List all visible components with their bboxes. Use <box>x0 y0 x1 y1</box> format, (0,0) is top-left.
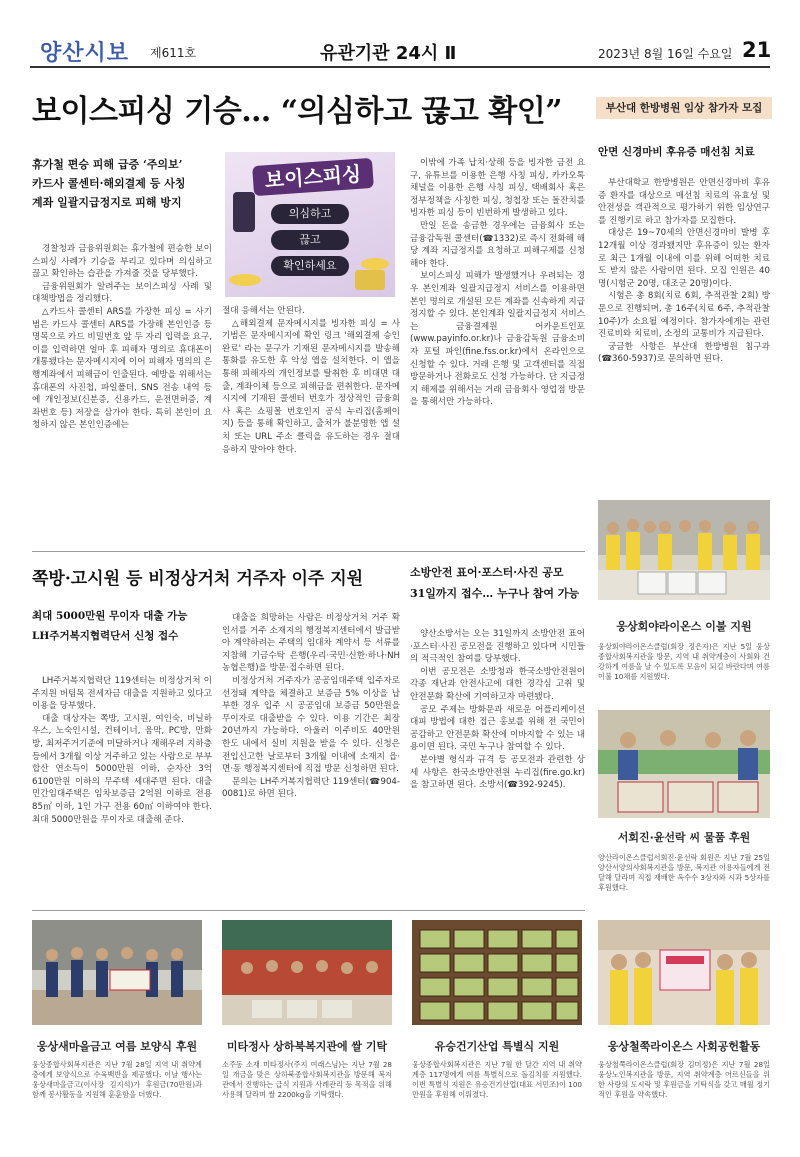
lead-col3-p1: 이밖에 가족 납치·상해 등을 빙자한 금전 요구, 유튜브를 이용한 은행 사칭 피싱, 카카오톡 채널을 이용한 은행 사칭 피싱, 택배회사 혹은 정부정책을 사칭한 피싱, 청첩장 또는 돌잔치를 빙자한 피싱 등이 빈번하게 발생하고 있다. <box>410 158 585 219</box>
temple-text: 소주동 소재 미타정사(주지 여래스님)는 지난 7월 28일 개금을 맞은 상하북종합사회복지관을 방문해 복지관에서 진행하는 급식 지원과 사례관리 등 목적을 위해 사용해 달라며 쌀 2200kg을 기탁했다. <box>222 1060 392 1099</box>
housing-subheads <box>32 606 212 646</box>
masthead-rule <box>30 66 770 68</box>
lead-col2-p2: △해외결제 문자메시지를 빙자한 피싱 = 사기범은 문자메시지에 확인 링크 '해외결제 승인 완료' 라는 문구가 기재된 문자메시지를 발송해 통화를 유도한 후 악성 앱을 설치한다. 이 앱을 통해 피해자의 개인정보를 탈취한 후 비대면 대출, 계좌이체 등으로 피해금을 편취한다. 문자메시지에 기재된 콜센터 번호가 정상적인 금융회사 혹은 쇼핑몰 번호인지 공식 누리집(홈페이지) 등을 통해 확인하고, 출처가 불분명한 앱 설치 또는 URL 주소 클릭을 유도하는 경우 절대 응하지 말아야 한다. <box>222 318 400 455</box>
lead-col3-p3: 보이스피싱 피해가 발생했거나 우려되는 경우 본인계좌 일괄지급정지 서비스를 이용하면 본인 명의로 개설된 모든 계좌를 신속하게 지급정지할 수 있다. 본인계좌 일괄지급정지 서비스는 금융결제원 어카운트인포(www.payinfo.or.kr)나 금융감독원 금융소비자 포털 파인(fine.fss.or.kr)에서 온라인으로 신청할 수 있다. 거래 은행 및 고객센터를 직접 방문하거나 전화로도 신청 가능하다. 단 지급정지 해제를 위해서는 거래 금융회사 영업점 방문을 통해서만 가능하다. <box>410 271 585 408</box>
lead-col3 <box>410 157 585 409</box>
fire-headline <box>410 562 585 604</box>
voice-phishing-graphic <box>225 152 395 297</box>
fire-headline-line-1: 소방안전 표어·포스터·사진 공모 <box>410 566 564 579</box>
housing-col2 <box>222 612 400 801</box>
cheoljjuk-text: 웅상철쭉라이온스클럽(회장 김미정)은 지난 7월 28일 웅상노인복지관을 방문, 지역 취약계층 어르신들을 위한 사랑의 도시락 및 후원금을 기탁식을 갖고 매월 정기적인 후원을 약속했다. <box>598 1060 770 1099</box>
housing-subhead-2: LH주거복지협력단서 신청 접수 <box>32 630 179 642</box>
housing-col2-p3: 문의는 LH주거복지협력단 119센터(☎904-0081)로 하면 된다. <box>222 776 400 800</box>
clinical-trial-banner: 부산대 한방병원 임상 참가자 모집 <box>596 97 772 119</box>
clinical-trial-p4: 궁금한 사항은 부산대 한방병원 침구과(☎360-5937)로 문의하면 된다. <box>598 341 770 365</box>
fire-p4: 분야별 형식과 규격 등 공모전과 관련한 상세 사항은 한국소방안전원 누리집(fire.go.kr)을 참고하면 된다. 소방서(☎392-9245). <box>410 754 585 791</box>
housing-col1-p1: LH주거복지협력단 119센터는 비정상거처 이주지원 버팀목 전세자금 대출을 지원하고 있다고 이용을 당부했다. <box>32 676 212 712</box>
lead-col1 <box>32 243 212 432</box>
newspaper-logo: 양산시보 <box>40 40 130 66</box>
divider-lead-bottom <box>32 551 585 552</box>
lead-subhead-2: 카드사 콜센터·해외결제 등 사칭 <box>32 177 186 190</box>
saemaeul-text: 웅상종합사회복지관은 지난 7월 28일 지역 내 취약계층에게 보양식으로 수육백반을 제공했다. 이날 행사는 웅상새마을금고(이사장 김지석)가 후원금(70만원)과 함께 봉사활동을 지원해 훈훈함을 더했다. <box>32 1060 202 1099</box>
photo-lions-blanket <box>598 500 770 600</box>
clinical-trial-body <box>598 177 770 366</box>
fire-p2: 이번 공모전은 소방청과 한국소방안전원이 각종 재난과 안전사고에 대한 경각심 고취 및 안전문화 확산에 기여하고자 마련됐다. <box>410 666 585 702</box>
issue-date: 2023년 8월 16일 수요일 <box>598 47 733 61</box>
lions-blanket-title: 웅상회야라이온스 이불 지원 <box>616 620 752 633</box>
issue-number: 제611호 <box>150 46 197 60</box>
lead-col3-p2: 만일 돈을 송금한 경우에는 금융회사 또는 금융감독원 콜센터(☎1332)로 즉시 전화해 해당 계좌 지급정지를 요청하고 피해구제를 신청해야 한다. <box>410 220 585 269</box>
lead-col1-p1: 경찰청과 금융위원회는 휴가철에 편승한 보이스피싱 사례가 기승을 부리고 있다며 의심하고 끊고 확인하는 습관을 가져줄 것을 당부했다. <box>32 244 212 280</box>
lead-col1-p3: △카드사 콜센터 ARS를 가장한 피싱 = 사기범은 카드사 콜센터 ARS를 가장해 본인인증 등 명목으로 카드 비밀번호 앞 두 자리 입력을 요구, 이를 입력하면 얼마 후 피해자 명의로 휴대폰이 개통됐다는 문자메시지에 이어 피해자 명의의 은행계좌에서 피해금이 인출된다. 예방을 위해서는 휴대폰의 사진첩, 파일폴더, SNS 전송 내역 등에 개인정보(신분증, 신용카드, 운전면허증, 계좌번호 등) 저장을 삼가야 한다. 특히 본인이 요청하지 않은 본인인증에는 <box>32 306 212 431</box>
clinical-trial-p3: 시험은 총 8회(치료 6회, 추적관찰 2회) 방문으로 진행되며, 총 16주(치료 6주, 추적관찰 10주)가 소요될 예정이다. 참가자에게는 관련 진료비와 치료비, 소정의 교통비가 지급된다. <box>598 291 770 340</box>
lead-subheads <box>32 155 212 212</box>
photo-temple-rice <box>222 920 392 1025</box>
fire-headline-line-2: 31일까지 접수… 누구나 참여 가능 <box>410 587 580 600</box>
fire-body <box>410 628 585 792</box>
housing-subhead-1: 최대 5000만원 무이자 대출 가능 <box>32 610 188 622</box>
housing-col2-p1: 대출을 희망하는 사람은 비정상거처 거주 확인서를 거주 소재지의 행정복지센터에서 발급받아 계약하려는 주택의 임대차 계약서 등 서류를 지참해 기금수탁 은행(우리·국민·신한·하나·NH농협은행)을 방문·접수하면 된다. <box>222 613 400 674</box>
photo-cheoljjuk-lions <box>598 920 770 1025</box>
phishing-step-3: 확인하세요 <box>271 256 349 276</box>
phishing-graphic-title: 보이스피싱 <box>252 158 374 196</box>
photo-seohoe-donation <box>598 710 770 818</box>
yusung-text: 웅상종합사회복지관은 지난 7월 한 달간 지역 내 취약계층 117명에게 여름 특별식으로 돌김치를 지원했다. 이번 특별식 지원은 유승건기산업(대표 서민조)이 100만원을 후원해 이뤄졌다. <box>412 1060 582 1099</box>
yusung-title: 유승건기산업 특별식 지원 <box>434 1040 560 1053</box>
temple-title: 미타정사 상하북복지관에 쌀 기탁 <box>226 1040 388 1053</box>
photo-saemaeul-donation <box>32 920 202 1025</box>
lead-headline: 보이스피싱 기승… “의심하고 끊고 확인” <box>32 94 562 129</box>
housing-col2-p2: 비정상거처 거주자가 공공임대주택 입주자로 선정돼 계약을 체결하고 보증금 5% 이상을 납부한 경우 입주 시 공공임대 보증금 50만원을 무이자로 대출받을 수 있다. 이용 기간은 최장 20년까지 가능하다. 아울러 이주비도 40만원 한도 내에서 실비 지원을 받을 수 있다. 신청은 전입신고한 날로부터 3개월 이내에 소재지 읍·면·동 행정복지센터에 직접 방문 신청하면 된다. <box>222 675 400 775</box>
page-number: 21 <box>742 38 772 62</box>
housing-headline: 쪽방·고시원 등 비정상거처 거주자 이주 지원 <box>32 569 364 589</box>
section-title: 유관기관 24시 Ⅱ <box>320 43 457 64</box>
housing-col1-p2: 대출 대상자는 쪽방, 고시원, 여인숙, 비닐하우스, 노숙인시설, 컨테이너, 움막, PC방, 만화방, 최저주거기준에 미달하거나 재해우려 지하층 등에서 3개월 이상 거주하고 있는 사람으로 부부합산 연소득이 5000만원 이하, 순자산 3억 6100만원 이하의 무주택 세대주면 된다. 대출 민간임대주택은 임차보증금 2억원 이하로 전용 85㎡ 이하, 1인 가구 전용 60㎡ 이하여야 한다. 최대 5000만원을 무이자로 대출해 준다. <box>32 713 212 825</box>
masthead <box>0 0 800 70</box>
fire-p1: 양산소방서는 오는 31일까지 소방안전 표어·포스터·사진 공모전을 진행하고 있다며 시민들의 적극적인 참여를 당부했다. <box>410 629 585 665</box>
clinical-trial-p2: 대상은 19~70세의 안면신경마비 발병 후 12개월 이상 경과됐지만 후유증이 있는 환자로 최근 1개월 이내에 이를 위해 어떠한 치료도 받지 않은 사람이면 된다. 모집 인원은 40명(시험군 20명, 대조군 20명)이다. <box>598 228 770 289</box>
clinical-trial-p1: 부산대학교 한방병원은 안면신경마비 후유증 환자를 대상으로 매선침 치료의 유효성 및 안전성을 객관적으로 평가하기 위한 임상연구를 진행키로 하고 참가자를 모집한다. <box>598 178 770 226</box>
phishing-step-2: 끊고 <box>271 230 349 250</box>
saemaeul-title: 웅상새마을금고 여름 보양식 후원 <box>36 1040 198 1053</box>
divider-photos-top <box>32 910 585 911</box>
lead-col1-p2: 금융위원회가 알려주는 보이스피싱 사례 및 대책방법을 정리했다. <box>32 281 212 305</box>
lead-subhead-3: 계좌 일괄지급정지로 피해 방지 <box>32 196 182 209</box>
lead-col2-p1: 절대 응해서는 안된다. <box>222 306 305 316</box>
photo-yusung-kimchi <box>412 920 582 1025</box>
seohoe-donation-title: 서회진·윤선락 씨 물품 후원 <box>617 831 751 844</box>
cheoljjuk-title: 웅상철쭉라이온스 사회공헌활동 <box>607 1040 761 1053</box>
lead-subhead-1: 휴가철 편승 피해 급증 ‘주의보’ <box>32 158 183 171</box>
clinical-trial-subhead: 안면 신경마비 후유증 매선침 치료 <box>598 146 755 158</box>
lions-blanket-text: 웅상회야라이온스클럽(회장 정은자)은 지난 5일 웅상종합사회복지관을 방문, 지역 내 취약계층이 사회와 건강하게 여름을 날 수 있도록 모음이 되길 바란다며 여름 이불 10채를 지원했다. <box>598 642 770 681</box>
fire-p3: 공모 주제는 방화문과 새로운 어플리케이션 대피 방법에 대한 접근 홍보를 위해 전 국민이 공감하고 안전문화 확산에 이바지할 수 있는 내용이면 된다. 국민 누구나 참여할 수 있다. <box>410 704 585 753</box>
housing-col1 <box>32 675 212 826</box>
phishing-step-1: 의심하고 <box>271 204 349 224</box>
lead-col2 <box>222 305 400 456</box>
seohoe-donation-text: 양산라이온스클럽서회진·윤선락 회원은 지난 7월 25일 양산서양의사회복지관을 방문, 복지관 이용자들에게 전달해 달라며 직접 재배한 옥수수 3상자와 시과 5상자를 후원했다. <box>598 853 770 892</box>
